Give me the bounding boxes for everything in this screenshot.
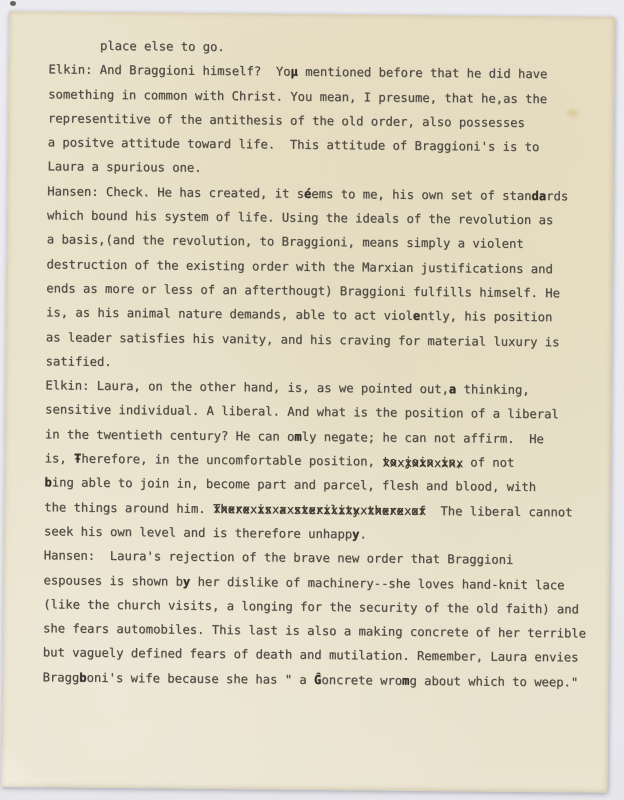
typed-segment: (like the church visits, a longing for the security of the old faith) and (43, 597, 579, 617)
typed-segment: of not (462, 455, 515, 470)
overstruck-chars: µ (290, 65, 298, 80)
typed-segment: ing able to join in, become part and parcel, flesh and blood, with (51, 475, 537, 495)
typed-segment: ends as more or less of an afterthougt) Braggioni fulfills himself. He (46, 281, 561, 301)
typed-segment: as leader satisfies his vanity, and his craving for material luxury is (45, 329, 560, 349)
typed-segment: she fears automobiles. This last is also a making concrete of her terrible (43, 621, 587, 641)
typed-segment: rds (546, 188, 569, 204)
overstruck-chars: a (448, 382, 457, 397)
typed-segment: ly negate; he can not affirm. He (301, 429, 544, 446)
typed-segment: the things around him. (44, 500, 214, 516)
overstruck-chars: y (182, 574, 191, 589)
typed-segment: thinking, (456, 382, 530, 398)
overstruck-chars: m (402, 673, 410, 688)
typed-segment: oncrete wro (321, 672, 403, 688)
typed-segment: Elkin: And Braggioni himself? Yo (48, 62, 291, 80)
overstruck-chars: é (304, 186, 312, 201)
typed-text (42, 33, 608, 694)
overstruck-chars: y (352, 527, 360, 542)
typewriter-strikeout: to join in, xxxxxxxxxxx (382, 450, 463, 475)
typed-segment: destruction of the existing order with the Marxian justifications and (46, 257, 553, 276)
typed-segment: Elkin: Laura, on the other hand, is, as we pointed out, (45, 378, 450, 397)
overstruck-chars: e (412, 309, 421, 324)
typed-segment: espouses is shown b (43, 572, 184, 589)
overstruck-chars: Ĝ (314, 672, 322, 687)
typed-segment: ntly, his position (420, 309, 553, 325)
typed-segment: herefore, in the uncomfortable position, (81, 451, 383, 469)
typed-segment: sensitive individual. A liberal. And what is the position of a liberal (45, 402, 559, 422)
typed-segment: Laura a spurious one. (47, 159, 202, 176)
typed-segment: a basis,(and the revolution, to Braggioni, means simply a violent (46, 232, 524, 252)
ink-speck (10, 1, 16, 6)
typed-segment: in the twentieth century? He can o (44, 427, 295, 444)
typewriter-strikeout: There is a sterility there of xxxxxxxxxxxxxxxxxxxxxxxxxxxxx (213, 497, 426, 523)
typed-segment: is, (44, 451, 75, 466)
typed-segment: Bragg (42, 670, 80, 685)
typed-segment: The liberal cannot (425, 503, 573, 520)
typed-segment: a positve attitude toward life. This attitude of Braggioni's is to (47, 135, 540, 155)
overstruck-chars: b (44, 475, 52, 490)
typed-segment: oni's wife because she has " a (86, 670, 315, 687)
typed-line (42, 665, 602, 695)
typed-segment: ems to me, his own set of stan (311, 186, 532, 203)
typed-segment: something in common with Christ. You mean, I presume, that he,as the (48, 86, 548, 106)
typed-segment: g about which to weep." (409, 673, 579, 690)
overstruck-chars: m (294, 429, 302, 444)
typed-segment: place else to go. (48, 38, 225, 55)
typed-segment: satified. (45, 354, 112, 369)
typed-segment: is, as his animal nature demands, able to act viol (46, 305, 414, 324)
typed-segment: seek his own level and is therefore unhapp (43, 524, 353, 542)
typed-segment: Hansen: Check. He has created, it s (47, 184, 305, 201)
typed-segment: Hansen: Laura's rejection of the brave new order that Braggioni (43, 548, 514, 568)
typed-segment: mentioned before that he did have (297, 65, 548, 82)
typed-segment: but vaguely defined fears of death and mutilation. Remember, Laura envies (42, 645, 579, 665)
overstruck-chars: Ŧ (73, 451, 82, 466)
overstruck-chars: da (531, 188, 547, 203)
overstruck-chars: b (79, 670, 87, 685)
typed-segment: . (359, 527, 367, 542)
typed-segment: her dislike of machinery--she loves hand-knit lace (190, 574, 565, 592)
typed-segment: which bound his system of life. Using the ideals of the revolution as (46, 208, 554, 228)
typed-segment: representitive of the antithesis of the old order, also possesses (47, 111, 525, 130)
manuscript-page (2, 11, 615, 793)
